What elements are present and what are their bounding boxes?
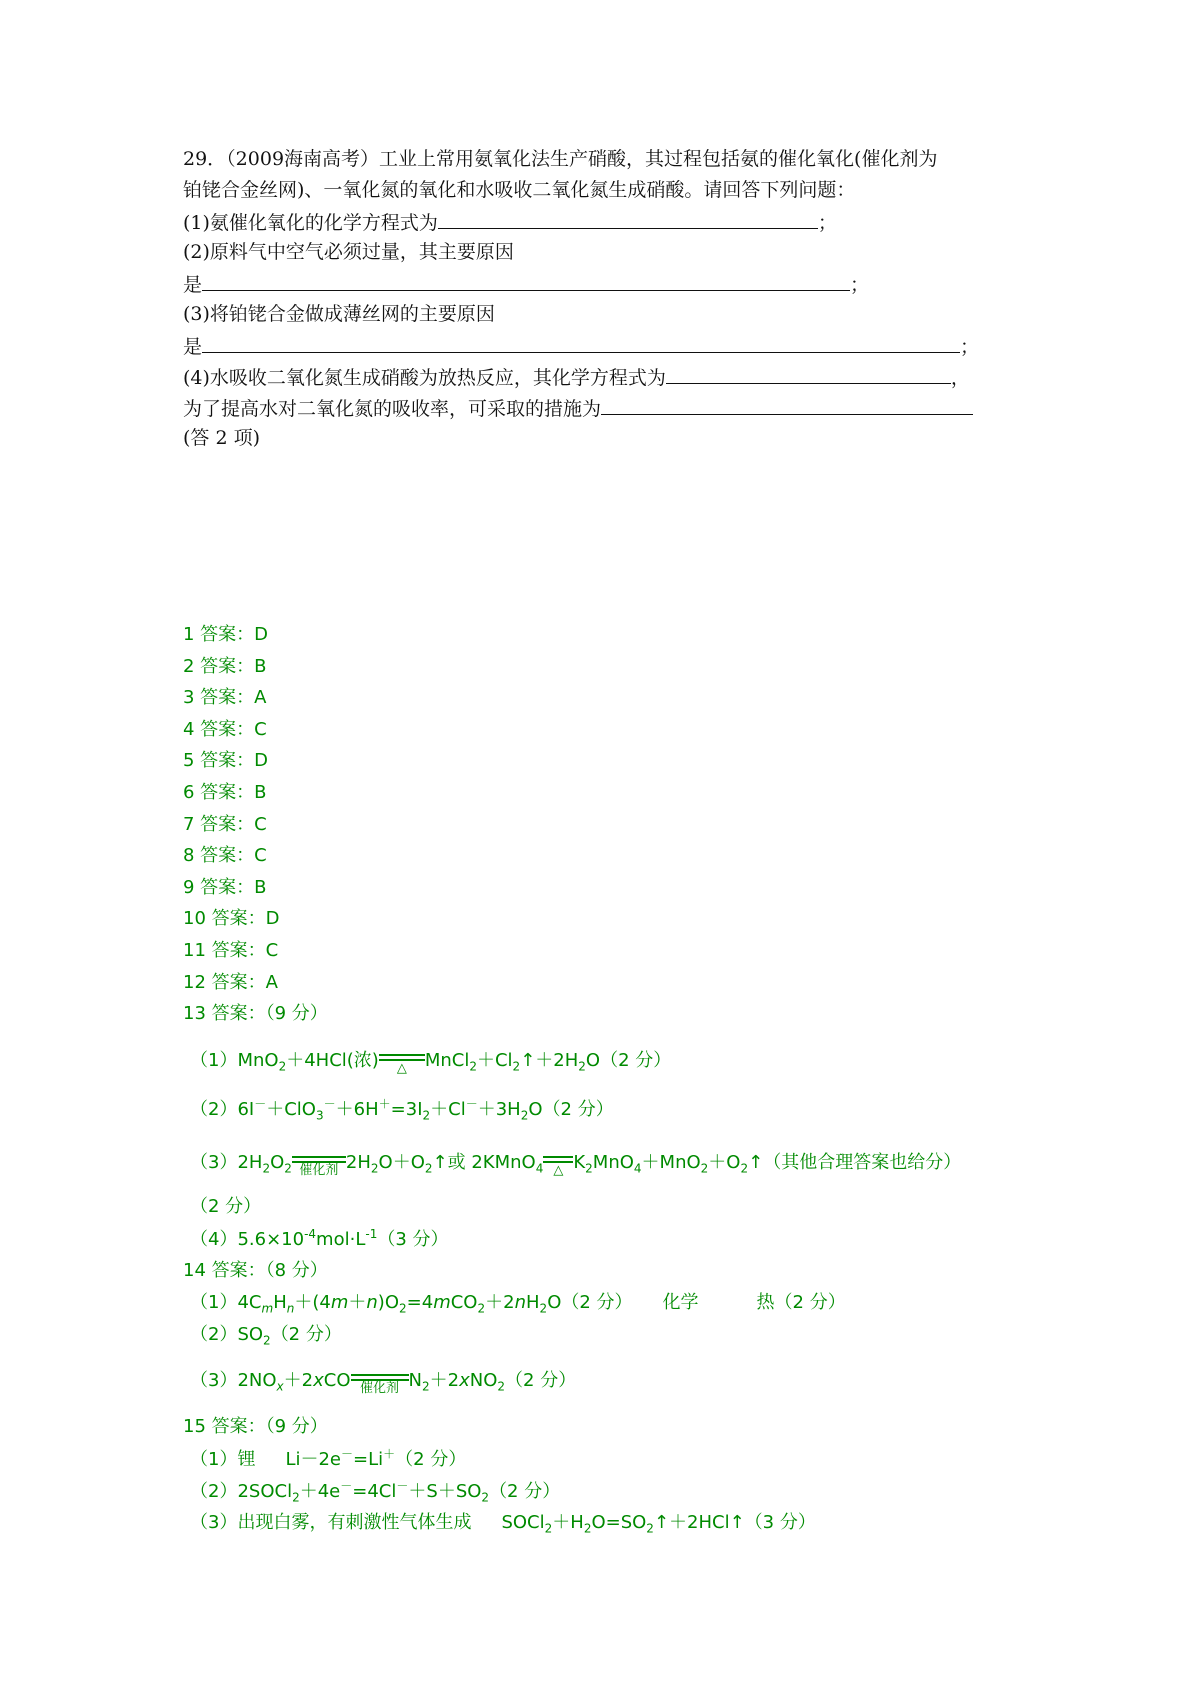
subscript: 2 (477, 1301, 486, 1316)
answer-14-part-1 (183, 1287, 1063, 1319)
formula-text: O（2 分） (547, 1291, 633, 1313)
question-text: (1)氨催化氧化的化学方程式为 (183, 212, 438, 234)
question-part-4 (183, 361, 1033, 392)
part-label: （3） (190, 1151, 238, 1173)
subscript: 2 (399, 1301, 407, 1316)
subscript: 4 (535, 1161, 544, 1176)
formula-text: =4Cl (352, 1480, 397, 1502)
formula-text: ↑＋2H (520, 1049, 579, 1071)
subscript: 2 (740, 1161, 749, 1176)
question-part-2: (2)原料气中空气必须过量，其主要原因 (183, 241, 514, 263)
question-29 (183, 144, 1033, 454)
answer-13-part-2 (183, 1082, 1063, 1132)
formula-text: SO (237, 1323, 264, 1345)
subscript: 2 (700, 1161, 709, 1176)
formula-text: =3I (390, 1098, 423, 1120)
superscript: － (254, 1096, 267, 1111)
subscript: 3 (315, 1108, 324, 1123)
formula-text: SOCl (501, 1512, 545, 1534)
subscript: 4 (633, 1161, 642, 1176)
formula-text: ＋2 (283, 1370, 314, 1392)
subscript: 2 (469, 1059, 477, 1074)
formula-text: O＋O (378, 1151, 425, 1173)
answer-text: 化学 (662, 1291, 699, 1313)
formula-text: ＋ (348, 1291, 367, 1313)
question-text: 是 (183, 336, 203, 358)
formula-text: CO (323, 1370, 351, 1392)
superscript: － (341, 1447, 354, 1462)
part-label: （1） (190, 1291, 238, 1313)
variable: x (313, 1370, 324, 1392)
formula-text: O (270, 1151, 285, 1173)
subscript: 2 (539, 1301, 548, 1316)
subscript: 2 (520, 1108, 529, 1123)
formula-text: 2H (345, 1151, 371, 1173)
answer-line: 2 答案：B (183, 655, 267, 677)
part-label: （2） (190, 1323, 238, 1345)
formula-text: （3 分） (377, 1228, 449, 1250)
heat-triangle-icon: △ (553, 1162, 564, 1178)
formula-text: ↑（其他合理答案也给分） (748, 1151, 962, 1173)
formula-text: （2 分） (505, 1370, 577, 1392)
superscript: ＋ (378, 1096, 391, 1111)
catalyst-label: 催化剂 (360, 1381, 400, 1397)
answer-14-header: 14 答案：（8 分） (183, 1260, 328, 1282)
answer-15-part-1 (183, 1444, 1063, 1476)
variable: x (459, 1370, 470, 1392)
subscript: 2 (583, 1521, 592, 1536)
formula-text: NO (469, 1370, 498, 1392)
superscript: ＋ (383, 1447, 396, 1462)
subscript: 2 (284, 1161, 292, 1176)
formula-text: =4 (406, 1291, 434, 1313)
formula-text: ＋3H (477, 1098, 521, 1120)
subscript: 2 (544, 1521, 553, 1536)
answer-line: 11 答案：C (183, 939, 279, 961)
superscript: － (340, 1478, 353, 1493)
formula-text: MnO (237, 1049, 279, 1071)
variable: n (366, 1291, 378, 1313)
formula-text: 2NO (237, 1370, 277, 1392)
question-text: 是 (183, 274, 203, 296)
superscript: -4 (304, 1226, 317, 1241)
formula-text: H (526, 1291, 540, 1313)
formula-text: ＋4HCl(浓) (286, 1049, 379, 1071)
formula-text: O（2 分） (585, 1049, 672, 1071)
subscript: 2 (497, 1379, 506, 1394)
formula-text: ＋4e (299, 1480, 341, 1502)
formula-text: =Li (353, 1449, 384, 1471)
subscript: 2 (481, 1490, 490, 1505)
reaction-condition-heat (379, 1030, 425, 1092)
subscript: 2 (278, 1059, 287, 1074)
answer-key (183, 619, 1063, 1539)
formula-text: ＋S＋SO (408, 1480, 482, 1502)
answer-line: 1 答案：D (183, 624, 269, 645)
formula-text: O（2 分） (528, 1098, 614, 1120)
catalyst-label: 催化剂 (299, 1162, 339, 1178)
question-text: 为了提高水对二氧化氮的吸收率，可采取的措施为 (183, 398, 602, 420)
answer-blank[interactable] (438, 206, 818, 229)
punctuation: ； (850, 274, 870, 296)
question-line-2: 铂铑合金丝网)、一氧化氮的氧化和水吸收二氧化氮生成硝酸。请回答下列问题： (183, 179, 856, 201)
part-label: （3） (190, 1512, 238, 1534)
formula-text: K (573, 1151, 586, 1173)
formula-text: MnCl (424, 1049, 470, 1071)
subscript: 2 (422, 1108, 431, 1123)
formula-text: ＋(4 (294, 1291, 331, 1313)
variable: n (514, 1291, 526, 1313)
formula-text: ＋MnO (641, 1151, 701, 1173)
formula-text: ＋2 (485, 1291, 515, 1313)
subscript: 2 (421, 1379, 430, 1394)
answer-line: 12 答案：A (183, 971, 278, 993)
answer-blank[interactable] (202, 268, 850, 291)
answer-14-part-2 (183, 1319, 1063, 1351)
subscript: 2 (263, 1333, 271, 1348)
double-equal-sign (379, 1054, 425, 1061)
subscript: 2 (578, 1059, 586, 1074)
answer-blank[interactable] (601, 392, 973, 415)
answer-line: 6 答案：B (183, 781, 267, 803)
double-equal-sign (543, 1156, 573, 1163)
formula-text: MnO (592, 1151, 634, 1173)
double-equal-sign (292, 1156, 346, 1163)
part-label: （2） (190, 1098, 238, 1120)
answer-13-part-1 (183, 1030, 1063, 1082)
question-part-3: (3)将铂铑合金做成薄丝网的主要原因 (183, 303, 495, 325)
question-part-4-note: (答 2 项) (183, 427, 260, 449)
answer-line: 5 答案：D (183, 750, 269, 772)
subscript: 2 (370, 1161, 379, 1176)
subscript: n (286, 1301, 295, 1316)
subscript: 2 (646, 1521, 654, 1536)
part-label: （1） (190, 1449, 238, 1471)
question-part-2-answer (183, 268, 1033, 299)
question-text: (4)水吸收二氧化氮生成硝酸为放热反应，其化学方程式为 (183, 367, 666, 389)
answer-blank[interactable] (202, 330, 960, 353)
answer-text: 出现白雾，有刺激性气体生成 (237, 1512, 472, 1534)
heat-triangle-icon: △ (396, 1060, 407, 1076)
answer-15-part-3 (183, 1507, 1063, 1539)
formula-text: ＋H (552, 1512, 584, 1534)
variable: m (330, 1291, 349, 1313)
formula-text: （2 分） (489, 1480, 561, 1502)
superscript: － (396, 1478, 409, 1493)
formula-text: ＋ClO (266, 1098, 316, 1120)
question-part-4-line-2 (183, 392, 1033, 423)
answer-line: 3 答案：A (183, 687, 267, 709)
superscript: -1 (365, 1226, 378, 1241)
answer-15-part-2 (183, 1476, 1063, 1508)
variable: m (433, 1291, 451, 1313)
answer-line: 8 答案：C (183, 845, 267, 867)
answer-13-part-4 (183, 1224, 1063, 1256)
reaction-condition-catalyst (351, 1350, 409, 1412)
subscript: 2 (262, 1161, 271, 1176)
reaction-condition-catalyst (292, 1132, 346, 1194)
formula-text: Li－2e (285, 1449, 342, 1471)
answer-line: 7 答案：C (183, 813, 267, 835)
answer-14-part-3 (183, 1350, 1063, 1402)
part-label: （4） (190, 1228, 238, 1250)
answer-13-part-3 (183, 1132, 1063, 1184)
subscript: 2 (585, 1161, 593, 1176)
subscript: x (276, 1379, 284, 1394)
question-part-3-answer (183, 330, 1033, 361)
subscript: 2 (292, 1490, 300, 1505)
formula-text: 2SOCl (237, 1480, 293, 1502)
answer-13-part-3-score: （2 分） (190, 1195, 262, 1217)
answer-line: 4 答案：C (183, 718, 267, 740)
subscript: 2 (512, 1059, 521, 1074)
superscript: － (323, 1096, 336, 1111)
formula-text: )O (377, 1291, 399, 1313)
formula-text: 6I (237, 1098, 255, 1120)
formula-text: 2H (237, 1151, 263, 1173)
formula-text: （2 分） (395, 1449, 467, 1471)
formula-text: 5.6×10 (237, 1228, 305, 1250)
formula-text: O=SO (591, 1512, 647, 1534)
formula-text: mol·L (316, 1228, 366, 1250)
question-line-1: 29．（2009海南高考）工业上常用氨氧化法生产硝酸，其过程包括氨的催化氧化(催化剂为 (183, 148, 938, 170)
answer-text: 锂 (237, 1449, 256, 1471)
reaction-condition-heat (543, 1132, 573, 1194)
subscript: m (261, 1301, 274, 1316)
formula-text: ↑＋2HCl↑（3 分） (653, 1512, 816, 1534)
part-label: （3） (190, 1370, 238, 1392)
formula-text: ＋Cl (476, 1049, 513, 1071)
answer-blank[interactable] (666, 361, 951, 384)
formula-text: ↑或 2KMnO (432, 1151, 536, 1173)
question-part-1 (183, 206, 1033, 237)
formula-text: ＋2 (429, 1370, 460, 1392)
part-label: （1） (190, 1049, 238, 1071)
formula-text: N (408, 1370, 422, 1392)
answer-line: 9 答案：B (183, 876, 267, 898)
formula-text: ＋O (708, 1151, 741, 1173)
formula-text: 4C (237, 1291, 262, 1313)
formula-text: H (273, 1291, 287, 1313)
formula-text: ＋Cl (430, 1098, 466, 1120)
punctuation: ， (950, 367, 970, 389)
formula-text: CO (450, 1291, 478, 1313)
answer-line: 10 答案：D (183, 908, 280, 930)
part-label: （2） (190, 1480, 238, 1502)
superscript: － (465, 1096, 478, 1111)
answer-text: 热（2 分） (756, 1291, 846, 1313)
punctuation: ； (817, 212, 837, 234)
formula-text: （2 分） (270, 1323, 342, 1345)
formula-text: ＋6H (335, 1098, 379, 1120)
punctuation: ； (960, 336, 980, 358)
answer-15-header: 15 答案：（9 分） (183, 1416, 328, 1438)
answer-13-header: 13 答案：（9 分） (183, 1003, 328, 1025)
subscript: 2 (424, 1161, 433, 1176)
